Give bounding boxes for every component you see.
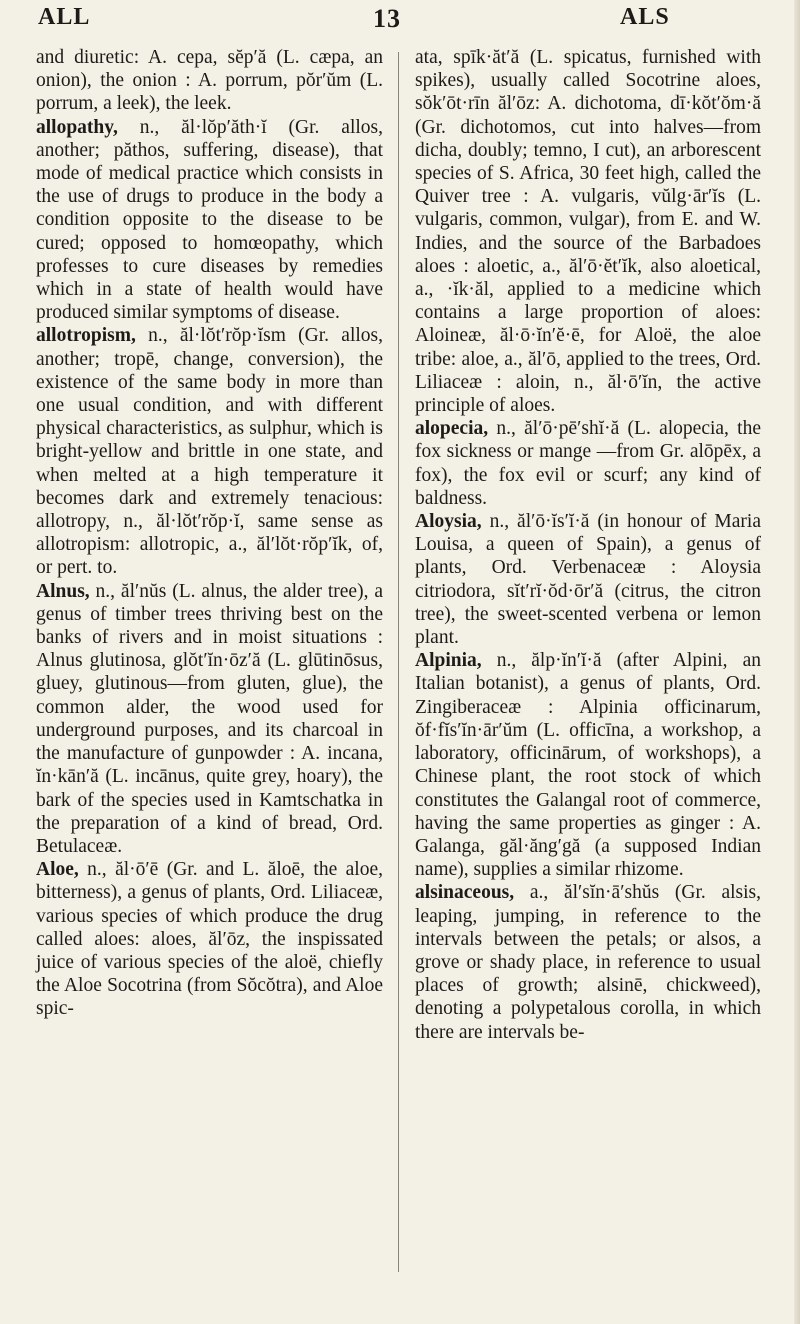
column-divider (398, 52, 399, 1272)
dictionary-entry (415, 510, 761, 649)
left-column (36, 46, 383, 1021)
entry-definition: n., ălp·ĭn′ĭ·ă (after Alpini, an Italian botanist), a genus of plants, Ord. Zingiberaceæ : Alpinia officinarum, ŏf·fĭs′ĭn·ār′ŭm (L. officīna, a workshop, a laboratory, officinārum, of workshops), a Chinese plant, the root stock of which constitutes the Galangal root of commerce, having the same properties as ginger : A. Galanga, găl·ăng′gă (a supposed Indian name), supplies a similar rhizome. (415, 650, 761, 881)
entry-definition: n., ăl′ō·pē′shĭ·ă (L. alopecia, the fox sickness or mange —from Gr. alōpēx, a fox), the fox evil or scurf; any kind of baldness. (415, 418, 761, 509)
entry-headword: allotropism, (36, 325, 136, 347)
right-column (415, 46, 761, 1044)
entry-headword: Alpinia, (415, 650, 482, 672)
entry-definition: ata, spīk·ăt′ă (L. spicatus, furnished with spikes), usually called Socotrine aloes, sŏk′ōt·rīn ăl′ōz: A. dichotoma, dī·kŏt′ŏm·ă (Gr. dichotomos, cut into halves—from dicha, doubly; temno, I cut), an arborescent species of S. Africa, 30 feet high, called the Quiver tree : A. vulgaris, vŭlg·ār′ĭs (L. vulgaris, common, vulgar), from E. and W. Indies, and the source of the Barbadoes aloes : aloetic, a., ăl′ō·ĕt′ĭk, also aloetical, a., ·ĭk·ăl, applied to a medicine which contains a large proportion of aloes: Aloineæ, ăl·ō·ĭn′ĕ·ē, for Aloë, the aloe tribe: aloe, a., ăl′ō, applied to the trees, Ord. Liliaceæ : aloin, n., ăl·ō′ĭn, the active principle of aloes. (415, 47, 761, 417)
page-edge (794, 0, 800, 1324)
entry-headword: allopathy, (36, 116, 118, 138)
entry-headword: Alnus, (36, 580, 90, 602)
left-guide-word: ALL (38, 4, 91, 30)
entry-headword: Aloysia, (415, 511, 482, 533)
entry-definition: n., ăl′ō·ĭs′ĭ·ă (in honour of Maria Louisa, a queen of Spain), a genus of plants, Ord. Verbenaceæ : Aloysia citriodora, sĭt′rĭ·ŏd·ōr′ă (citrus, the citron tree), the sweet-scented verbena or lemon plant. (415, 511, 761, 649)
entry-definition: n., ăl·lŏt′rŏp·ĭsm (Gr. allos, another; tropē, change, conversion), the existence of the same body in more than one usual condition, and with different physical characteristics, as sulphur, which is bright-yellow and brittle in one state, and when melted at a high temperature it becomes dark and extremely tenacious: allotropy, n., ăl·lŏt′rŏp·ĭ, same sense as allotropism: allotropic, a., ăl′lŏt·rŏp′ĭk, of, or pert. to. (36, 325, 383, 579)
page-number: 13 (373, 4, 401, 33)
entry-definition: n., ăl·ō′ē (Gr. and L. ăloē, the aloe, bitterness), a genus of plants, Ord. Liliaceæ, various species of which produce the drug called aloes: aloes, ăl′ōz, the inspissated juice of various species of the aloë, chiefly the Aloe Socotrina (from Sŏcŏtra), and Aloe spic- (36, 859, 383, 1020)
entry-headword: alsinaceous, (415, 882, 515, 904)
dictionary-entry (415, 881, 761, 1043)
dictionary-entry (36, 580, 383, 858)
entry-definition: n., ăl′nŭs (L. alnus, the alder tree), a genus of timber trees thriving best on the banks of rivers and in moist situations : Alnus glutinosa, glŏt′ĭn·ōz′ă (L. glūtinōsus, gluey, glutinous—from gluten, glue), the common alder, the wood used for underground purposes, and its charcoal in the manufacture of gunpowder : A. incana, ĭn·kān′ă (L. incānus, quite grey, hoary), the bark of the species used in Kamtschatka in the preparation of a kind of bread, Ord. Betulaceæ. (36, 580, 383, 857)
dictionary-entry (36, 116, 383, 325)
dictionary-entry (415, 649, 761, 881)
entry-definition: n., ăl·lŏp′ăth·ĭ (Gr. allos, another; păthos, suffering, disease), that mode of medical practice which consists in the use of drugs to produce in the body a condition opposite to the disease to be cured; opposed to homœopathy, which professes to cure diseases by remedies which in a state of health would have produced similar symptoms of disease. (36, 116, 383, 324)
entry-definition: a., ăl′sĭn·ā′shŭs (Gr. alsis, leaping, jumping, in reference to the intervals between the petals; or alsos, a grove or shady place, in reference to usual places of growth; alsinē, chickweed), denoting a polypetalous corolla, in which there are intervals be- (415, 882, 761, 1043)
dictionary-entry (36, 46, 383, 116)
entry-headword: Aloe, (36, 859, 79, 881)
entry-headword: alopecia, (415, 418, 489, 440)
right-guide-word: ALS (620, 4, 670, 30)
dictionary-entry (36, 858, 383, 1020)
dictionary-entry (415, 417, 761, 510)
dictionary-entry (36, 324, 383, 579)
dictionary-entry (415, 46, 761, 417)
entry-definition: and diuretic: A. cepa, sĕp′ă (L. cæpa, an onion), the onion : A. porrum, pŏr′ŭm (L. porrum, a leek), the leek. (36, 47, 383, 115)
